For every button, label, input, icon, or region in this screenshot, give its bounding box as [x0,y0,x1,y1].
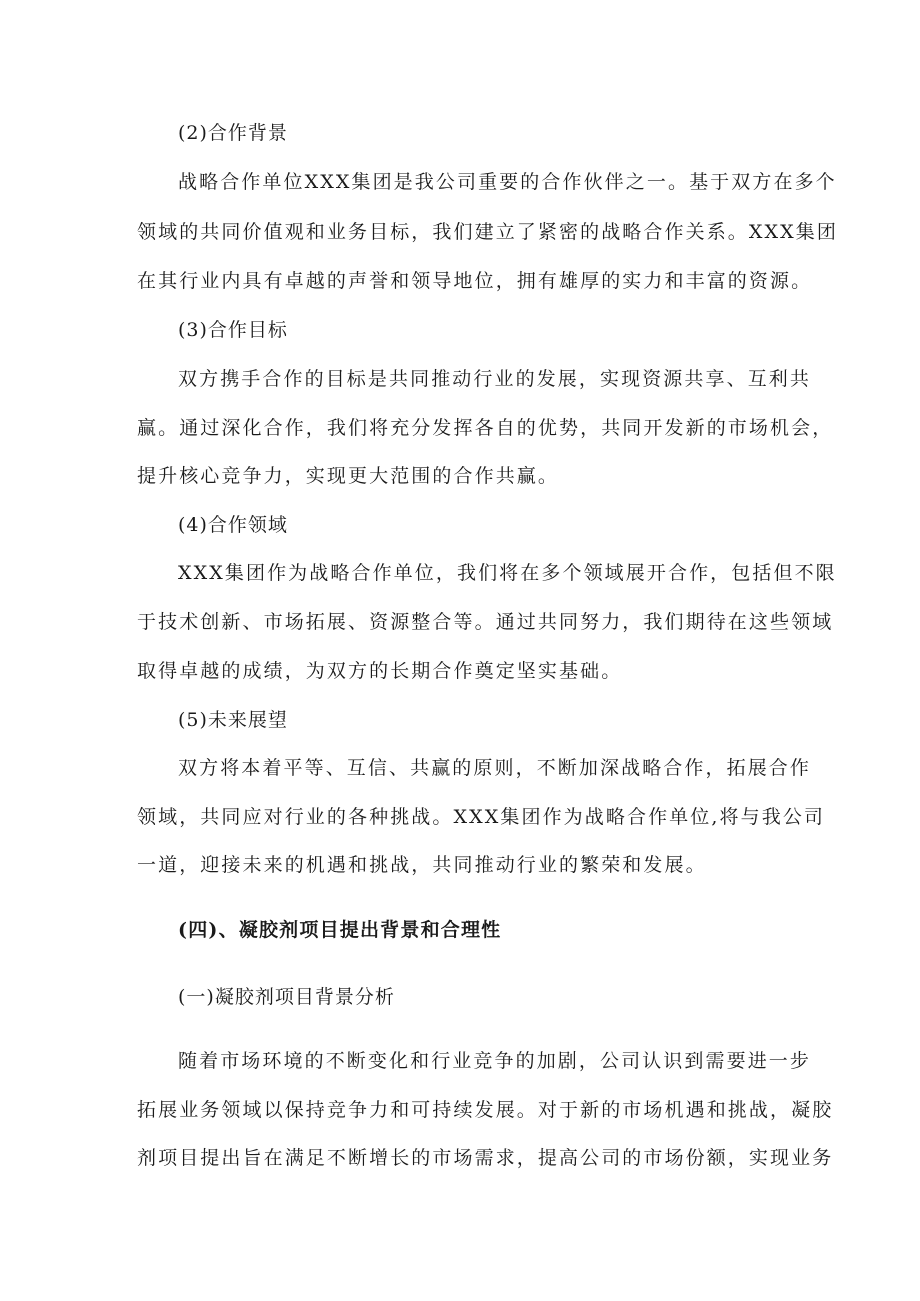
paragraph-line: 取得卓越的成绩，为双方的长期合作奠定坚实基础。 [137,660,623,682]
paragraph-line: 拓展业务领域以保持竞争力和可持续发展。对于新的市场机遇和挑战，凝胶 [137,1099,834,1121]
paragraph-line: 赢。通过深化合作，我们将充分发挥各自的优势，共同开发新的市场机会， [137,417,834,439]
paragraph-line: 战略合作单位XXX集团是我公司重要的合作伙伴之一。基于双方在多个 [178,171,837,193]
paragraph-line: 双方将本着平等、互信、共赢的原则，不断加深战略合作，拓展合作 [178,757,812,779]
heading-project-background: (一)凝胶剂项目背景分析 [178,986,395,1008]
paragraph-line: 剂项目提出旨在满足不断增长的市场需求，提高公司的市场份额，实现业务 [137,1147,834,1169]
section-title: (四)、凝胶剂项目提出背景和合理性 [178,919,502,941]
heading-cooperation-goal: (3)合作目标 [178,319,288,341]
heading-cooperation-background: (2)合作背景 [178,122,288,144]
paragraph-line: 领域，共同应对行业的各种挑战。XXX集团作为战略合作单位,将与我公司 [137,806,826,828]
paragraph-line: 提升核心竞争力，实现更大范围的合作共赢。 [137,465,560,487]
paragraph-line: 于技术创新、市场拓展、资源整合等。通过共同努力，我们期待在这些领域 [137,611,834,633]
heading-future-outlook: (5)未来展望 [178,709,288,731]
paragraph-line: 一道，迎接未来的机遇和挑战，共同推动行业的繁荣和发展。 [137,854,707,876]
paragraph-line: 在其行业内具有卓越的声誉和领导地位，拥有雄厚的实力和丰富的资源。 [137,270,813,292]
paragraph-line: 随着市场环境的不断变化和行业竞争的加剧，公司认识到需要进一步 [178,1050,812,1072]
paragraph-line: 领域的共同价值观和业务目标，我们建立了紧密的战略合作关系。XXX集团 [137,221,838,243]
heading-cooperation-field: (4)合作领域 [178,514,288,536]
paragraph-line: 双方携手合作的目标是共同推动行业的发展，实现资源共享、互利共 [178,368,812,390]
paragraph-line: XXX集团作为战略合作单位，我们将在多个领域展开合作，包括但不限 [178,562,837,584]
